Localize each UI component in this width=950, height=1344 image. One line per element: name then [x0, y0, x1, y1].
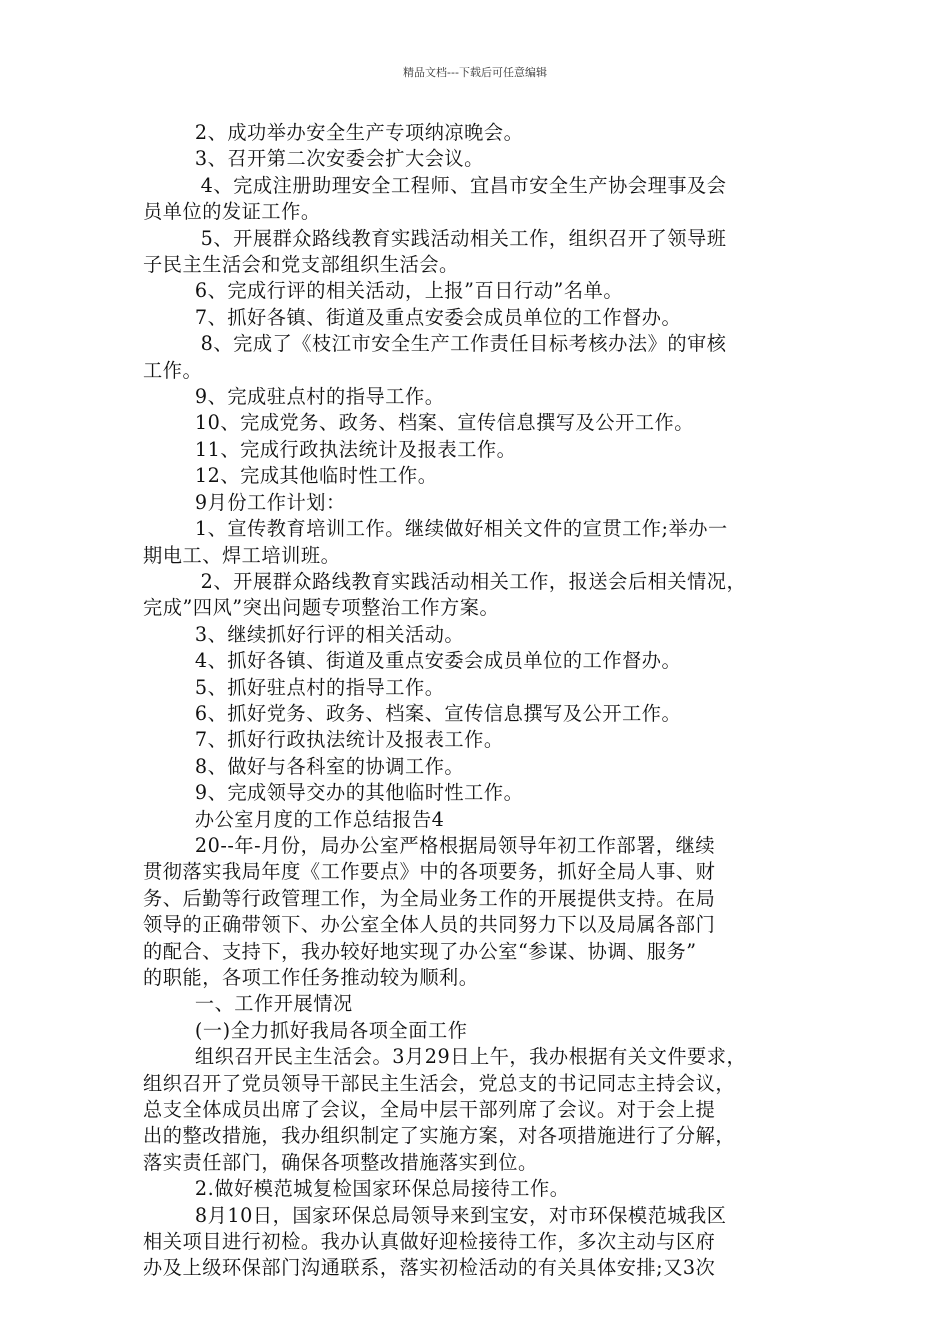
text-line: 的职能，各项工作任务推动较为顺利。: [143, 966, 479, 989]
text-line: 3、召开第二次安委会扩大会议。: [194, 147, 484, 171]
text-line: 员单位的发证工作。: [143, 200, 321, 224]
text-line: 子民主生活会和党支部组织生活会。: [143, 253, 459, 277]
text-line: 9、完成驻点村的指导工作。: [194, 385, 445, 409]
text-line: 12、完成其他临时性工作。: [194, 464, 438, 488]
text-line: 6、抓好党务、政务、档案、宣传信息撰写及公开工作。: [194, 701, 682, 725]
text-line: 7、抓好行政执法统计及报表工作。: [194, 728, 504, 752]
text-line: (一)全力抓好我局各项全面工作: [194, 1018, 468, 1042]
text-line: 办及上级环保部门沟通联系，落实初检活动的有关具体安排;又3次: [143, 1256, 716, 1280]
text-line: 8、做好与各科室的协调工作。: [194, 754, 465, 778]
text-line: 5、抓好驻点村的指导工作。: [194, 675, 445, 699]
text-line: 6、完成行评的相关活动，上报”百日行动”名单。: [194, 279, 624, 303]
text-line: 相关项目进行初检。我办认真做好迎检接待工作，多次主动与区府: [143, 1230, 716, 1254]
text-line: 工作。: [143, 358, 203, 382]
text-line: 期电工、焊工培训班。: [143, 543, 341, 567]
text-line: 组织召开民主生活会。3月29日上午，我办根据有关文件要求，: [194, 1045, 747, 1069]
document-body: [143, 120, 823, 1282]
text-line: 8月10日，国家环保总局领导来到宝安，对市环保模范城我区: [194, 1203, 727, 1227]
text-line: 办公室月度的工作总结报告4: [194, 807, 445, 831]
text-line: 1、宣传教育培训工作。继续做好相关文件的宣贯工作;举办一: [194, 517, 728, 541]
text-line: 的配合、支持下，我办较好地实现了办公室“参谋、协调、服务”: [143, 939, 697, 963]
text-line: 7、抓好各镇、街道及重点安委会成员单位的工作督办。: [194, 305, 682, 329]
text-line: 11、完成行政执法统计及报表工作。: [194, 437, 517, 461]
text-line: 总支全体成员出席了会议，全局中层干部列席了会议。对于会上提: [143, 1098, 716, 1122]
text-line: 4、抓好各镇、街道及重点安委会成员单位的工作督办。: [194, 649, 682, 673]
text-line: 20--年-月份，局办公室严格根据局领导年初工作部署，继续: [194, 833, 716, 857]
text-line: 出的整改措施，我办组织制定了实施方案，对各项措施进行了分解，: [143, 1124, 736, 1148]
text-line: 一、工作开展情况: [194, 992, 353, 1016]
text-line: 2、开展群众路线教育实践活动相关工作，报送会后相关情况，: [200, 569, 747, 593]
text-line: 2、成功举办安全生产专项纳凉晚会。: [194, 121, 524, 144]
text-line: 9月份工作计划：: [194, 490, 346, 514]
text-line: 9、完成领导交办的其他临时性工作。: [194, 781, 524, 805]
text-line: 贯彻落实我局年度《工作要点》中的各项要务，抓好全局人事、财: [143, 860, 716, 884]
text-line: 务、后勤等行政管理工作，为全局业务工作的开展提供支持。在局: [143, 886, 716, 910]
text-line: 4、完成注册助理安全工程师、宜昌市安全生产协会理事及会: [200, 173, 727, 197]
text-line: 完成”四风”突出问题专项整治工作方案。: [143, 596, 500, 620]
text-line: 10、完成党务、政务、档案、宣传信息撰写及公开工作。: [194, 411, 695, 435]
text-line: 5、开展群众路线教育实践活动相关工作，组织召开了领导班: [200, 226, 727, 250]
text-line: 落实责任部门，确保各项整改措施落实到位。: [143, 1150, 538, 1174]
text-line: 3、继续抓好行评的相关活动。: [194, 622, 465, 646]
text-line: 组织召开了党员领导干部民主生活会，党总支的书记同志主持会议，: [143, 1071, 736, 1095]
text-line: 8、完成了《枝江市安全生产工作责任目标考核办法》的审核: [200, 332, 727, 356]
page-header: 精品文档---下载后可任意编辑: [403, 66, 547, 79]
text-line: 领导的正确带领下、办公室全体人员的共同努力下以及局属各部门: [143, 913, 716, 937]
text-line: 2.做好模范城复检国家环保总局接待工作。: [194, 1177, 570, 1201]
